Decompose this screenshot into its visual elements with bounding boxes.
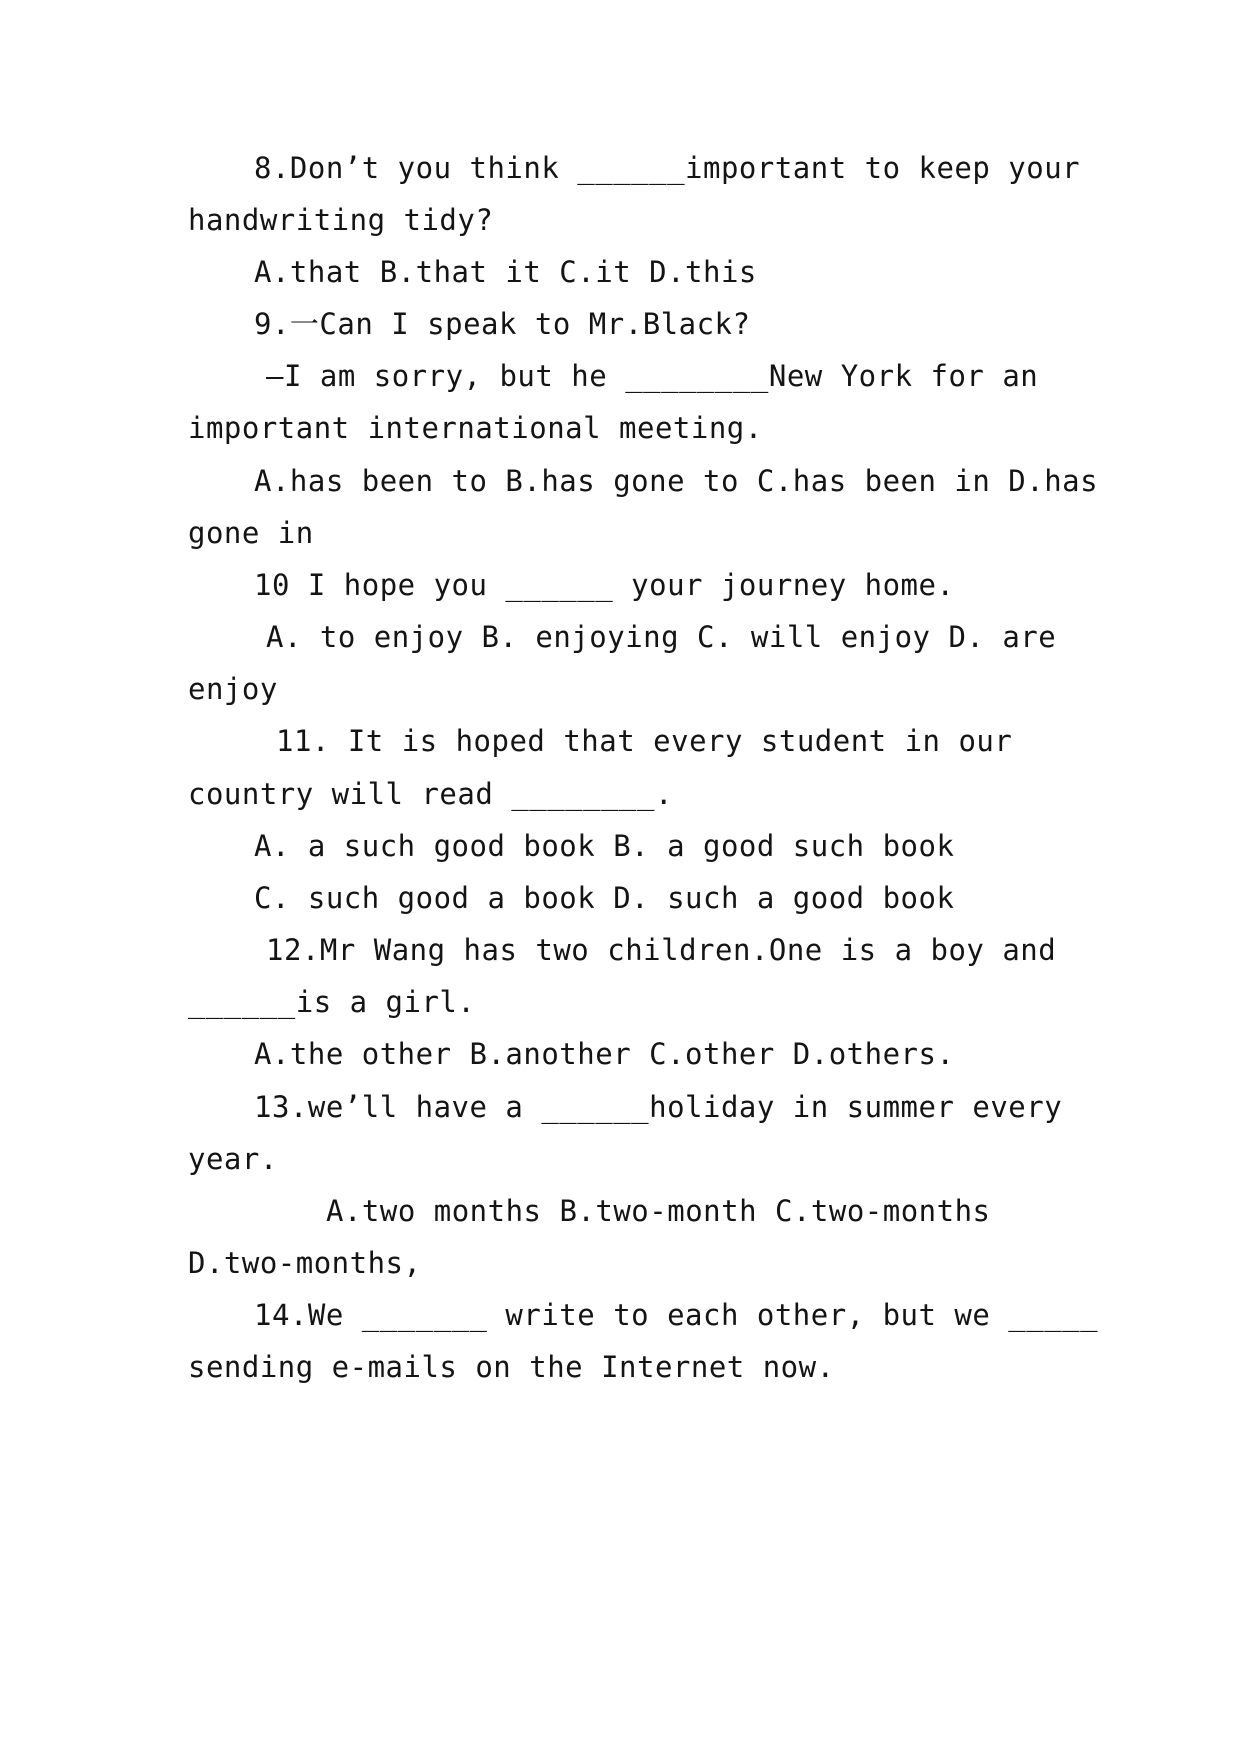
q10-text: 10 I hope you ______ your journey home. [254, 568, 955, 602]
q9-text-line-2: —I am sorry, but he ________New York for an [266, 359, 1039, 393]
q13-text-line-2: year. [188, 1142, 278, 1176]
q10-options-line-1: A. to enjoy B. enjoying C. will enjoy D. are [266, 620, 1057, 654]
q10-options-line-2: enjoy [188, 672, 278, 706]
q11-options-line-2: C. such good a book D. such a good book [254, 881, 955, 915]
q8-text-line-2: handwriting tidy? [188, 203, 494, 237]
q13-options-line-2: D.two-months, [188, 1246, 422, 1280]
q9-text-line-1: 9.一Can I speak to Mr.Black? [254, 307, 751, 341]
q13-options-line-1: A.two months B.two-month C.two-months [326, 1194, 991, 1228]
q12-text-line-1: 12.Mr Wang has two children.One is a boy and [266, 933, 1057, 967]
q9-options-line-2: gone in [188, 516, 314, 550]
q8-options: A.that B.that it C.it D.this [254, 255, 757, 289]
q13-text-line-1: 13.we’ll have a ______holiday in summer every [254, 1090, 1063, 1124]
q11-options-line-1: A. a such good book B. a good such book [254, 829, 955, 863]
q14-text-line-2: sending e-mails on the Internet now. [188, 1350, 835, 1384]
q8-text-line-1: 8.Don’t you think ______important to keep your [254, 151, 1081, 185]
q12-options: A.the other B.another C.other D.others. [254, 1037, 955, 1071]
q12-text-line-2: ______is a girl. [188, 985, 476, 1019]
q14-text-line-1: 14.We _______ write to each other, but we _____ [254, 1298, 1099, 1332]
q11-text-line-2: country will read ________. [188, 777, 673, 811]
q9-options-line-1: A.has been to B.has gone to C.has been in D.has [254, 464, 1099, 498]
q9-text-line-3: important international meeting. [188, 411, 763, 445]
q11-text-line-1: 11. It is hoped that every student in our [276, 724, 1013, 758]
